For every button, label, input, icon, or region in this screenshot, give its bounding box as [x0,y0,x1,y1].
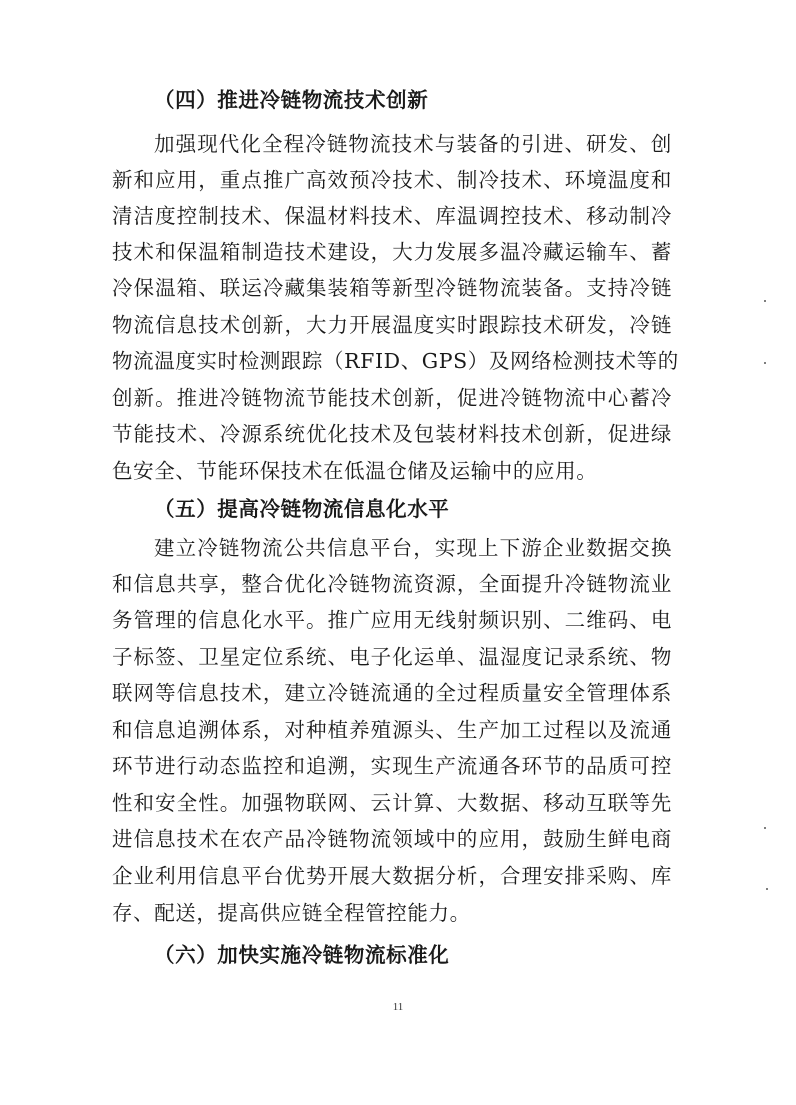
paragraph-line: 存、配送，提高供应链全程管控能力。 [112,901,471,925]
scan-speck [764,362,766,364]
paragraph-line: 和信息共享，整合优化冷链物流资源，全面提升冷链物流业 [112,572,672,596]
section-heading-4: （四）推进冷链物流技术创新 [154,88,429,112]
paragraph-line: 清洁度控制技术、保温材料技术、库温调控技术、移动制冷 [112,204,672,228]
scan-speck [766,888,768,890]
paragraph-line: 环节进行动态监控和追溯，实现生产流通各环节的品质可控 [112,754,672,778]
paragraph-line: 和信息追溯体系，对种植养殖源头、生产加工过程以及流通 [112,718,672,742]
paragraph-line: 子标签、卫星定位系统、电子化运单、温湿度记录系统、物 [112,645,672,669]
scan-speck [764,300,766,302]
paragraph-line: 性和安全性。加强物联网、云计算、大数据、移动互联等先 [112,791,672,815]
section-heading-5: （五）提高冷链物流信息化水平 [154,497,450,521]
paragraph-line: 创新。推进冷链物流节能技术创新，促进冷链物流中心蓄冷 [112,386,672,410]
paragraph-line: 物流信息技术创新，大力开展温度实时跟踪技术研发，冷链 [112,313,672,337]
paragraph-line: 务管理的信息化水平。推广应用无线射频识别、二维码、电 [112,608,672,632]
paragraph-line: 建立冷链物流公共信息平台，实现上下游企业数据交换 [154,536,672,560]
paragraph-line: 加强现代化全程冷链物流技术与装备的引进、研发、创 [154,132,672,156]
paragraph-line: 色安全、节能环保技术在低温仓储及运输中的应用。 [112,459,598,483]
paragraph-line: 企业利用信息平台优势开展大数据分析，合理安排采购、库 [112,864,672,888]
paragraph-line: 物流温度实时检测跟踪（RFID、GPS）及网络检测技术等的 [112,349,679,373]
paragraph-line: 冷保温箱、联运冷藏集装箱等新型冷链物流装备。支持冷链 [112,276,672,300]
section-heading-6: （六）加快实施冷链物流标准化 [154,943,450,967]
paragraph-line: 进信息技术在农产品冷链物流领域中的应用，鼓励生鲜电商 [112,827,672,851]
paragraph-line: 节能技术、冷源系统优化技术及包装材料技术创新，促进绿 [112,422,672,446]
scan-speck [764,827,766,829]
paragraph-line: 技术和保温箱制造技术建设，大力发展多温冷藏运输车、蓄 [112,240,672,264]
page-number: 11 [392,1001,404,1013]
paragraph-line: 联网等信息技术，建立冷链流通的全过程质量安全管理体系 [112,681,672,705]
paragraph-line: 新和应用，重点推广高效预冷技术、制冷技术、环境温度和 [112,168,672,192]
